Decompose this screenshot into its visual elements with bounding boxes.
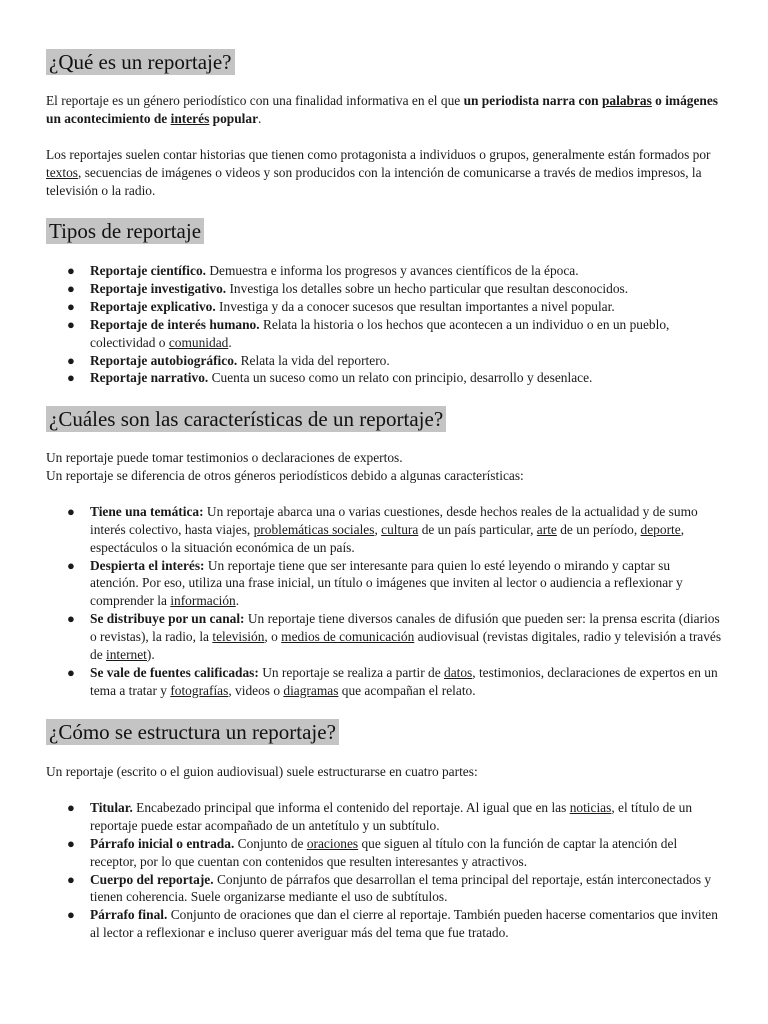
link-arte[interactable]: arte bbox=[536, 521, 557, 537]
paragraph-intro: Un reportaje puede tomar testimonios o declaraciones de expertos. Un reportaje se diferencia de otros géneros periodísticos debido a algunas características: bbox=[46, 450, 524, 483]
list-item: ● Reportaje científico. Demuestra e informa los progresos y avances científicos de la época. bbox=[67, 263, 579, 278]
paragraph-structure-intro: Un reportaje (escrito o el guion audiovisual) suele estructurarse en cuatro partes: bbox=[46, 764, 478, 779]
list-item: ● Párrafo inicial o entrada. Conjunto de oraciones que siguen al título con la función de captar la atención del receptor, por lo que cuentan con contenidos que resulten interesantes y atractivos. bbox=[67, 835, 678, 869]
link-internet[interactable]: internet bbox=[106, 647, 147, 663]
section-types bbox=[46, 218, 722, 387]
link-noticias[interactable]: noticias bbox=[569, 799, 612, 815]
structure-list bbox=[46, 799, 722, 942]
list-item: ● Reportaje autobiográfico. Relata la vida del reportero. bbox=[67, 352, 390, 368]
paragraph-protagonists: Los reportajes suelen contar historias que tienen como protagonista a individuos o grupos, generalmente están formados por textos, secuencias de imágenes o videos y son producidos con la intención de comunicarse a través de medios impresos, la televisión o la radio. bbox=[46, 146, 711, 198]
list-item: ● Tiene una temática: Un reportaje abarca una o varias cuestiones, desde hechos reales de la actualidad y de sumo interés colectivo, hasta viajes, problemáticas sociales, cultura de un país particular, arte de un período, deporte, espectáculos o la situación económica de un país. bbox=[67, 503, 698, 555]
heading-structure: ¿Cómo se estructura un reportaje? bbox=[46, 719, 339, 745]
bullet-icon: ● bbox=[67, 352, 75, 368]
list-item: ● Reportaje de interés humano. Relata la historia o los hechos que acontecen a un individuo o en un pueblo, colectividad o comunidad. bbox=[67, 316, 670, 350]
heading-characteristics: ¿Cuáles son las características de un reportaje? bbox=[46, 406, 446, 432]
list-item: ● Reportaje investigativo. Investiga los detalles sobre un hecho particular que resultan desconocidos. bbox=[67, 280, 629, 296]
bullet-icon: ● bbox=[67, 611, 75, 627]
bullet-icon: ● bbox=[67, 664, 75, 680]
list-item: ● Cuerpo del reportaje. Conjunto de párrafos que desarrollan el tema principal del reportaje, están interconectados y tienen coherencia. Suele organizarse mediante el uso de subtítulos. bbox=[67, 871, 712, 905]
bullet-icon: ● bbox=[67, 503, 75, 519]
link-oraciones[interactable]: oraciones bbox=[306, 835, 359, 851]
bullet-icon: ● bbox=[67, 280, 75, 296]
section-structure bbox=[46, 719, 722, 942]
bullet-icon: ● bbox=[67, 298, 75, 314]
bullet-icon: ● bbox=[67, 835, 75, 851]
heading-what-is: ¿Qué es un reportaje? bbox=[46, 49, 235, 75]
bullet-icon: ● bbox=[67, 907, 75, 923]
link-fotografias[interactable]: fotografías bbox=[170, 682, 229, 698]
list-item: ● Se distribuye por un canal: Un reportaje tiene diversos canales de difusión que pueden ser: la prensa escrita (diarios o revistas), la radio, la televisión, o medios de comunicación audiovisual (revistas digitales, radio y televisión a través de internet). bbox=[67, 611, 722, 663]
list-item: ● Titular. Encabezado principal que informa el contenido del reportaje. Al igual que en las noticias, el título de un reportaje puede estar acompañado de un antetítulo y un subtítulo. bbox=[67, 799, 693, 833]
link-problematicas-sociales[interactable]: problemáticas sociales bbox=[253, 521, 375, 537]
link-deporte[interactable]: deporte bbox=[640, 521, 681, 537]
link-diagramas[interactable]: diagramas bbox=[283, 682, 339, 698]
bullet-icon: ● bbox=[67, 799, 75, 815]
link-interes[interactable]: interés bbox=[170, 110, 210, 126]
paragraph-definition: El reportaje es un género periodístico con una finalidad informativa en el que un periodista narra con palabras o imágenes un acontecimiento de interés popular. bbox=[46, 93, 719, 126]
list-item: ● Despierta el interés: Un reportaje tiene que ser interesante para quien lo esté leyendo o mirando y captar su atención. Por eso, utiliza una frase inicial, un título o imágenes que inviten al lector o audiencia a reflexionar y comprender la información. bbox=[67, 557, 683, 609]
bullet-icon: ● bbox=[67, 316, 75, 332]
link-medios-de-comunicacion[interactable]: medios de comunicación bbox=[281, 629, 415, 645]
list-item: ● Párrafo final. Conjunto de oraciones que dan el cierre al reportaje. También pueden hacerse comentarios que inviten al lector a reflexionar e incluso querer averiguar más del tema que fue tratado. bbox=[67, 907, 718, 941]
link-comunidad[interactable]: comunidad bbox=[168, 334, 229, 350]
list-item: ● Se vale de fuentes calificadas: Un reportaje se realiza a partir de datos, testimonios, declaraciones de expertos en un tema a tratar y fotografías, videos o diagramas que acompañan el relato. bbox=[67, 664, 718, 698]
section-characteristics bbox=[46, 406, 722, 700]
link-television[interactable]: televisión bbox=[212, 629, 265, 645]
link-palabras[interactable]: palabras bbox=[601, 93, 652, 108]
bullet-icon: ● bbox=[67, 370, 75, 386]
bullet-icon: ● bbox=[67, 871, 75, 887]
heading-types: Tipos de reportaje bbox=[46, 218, 204, 244]
characteristics-list bbox=[46, 503, 722, 700]
types-list bbox=[46, 262, 722, 387]
list-item: ● Reportaje explicativo. Investiga y da a conocer sucesos que resultan importantes a nivel popular. bbox=[67, 298, 615, 314]
link-datos[interactable]: datos bbox=[444, 664, 473, 680]
link-cultura[interactable]: cultura bbox=[381, 521, 419, 537]
link-textos[interactable]: textos bbox=[46, 164, 78, 180]
list-item: ● Reportaje narrativo. Cuenta un suceso como un relato con principio, desarrollo y desenlace. bbox=[67, 370, 593, 386]
section-what-is bbox=[46, 49, 722, 200]
link-informacion[interactable]: información bbox=[170, 593, 236, 609]
bullet-icon: ● bbox=[67, 263, 75, 278]
bullet-icon: ● bbox=[67, 557, 75, 573]
